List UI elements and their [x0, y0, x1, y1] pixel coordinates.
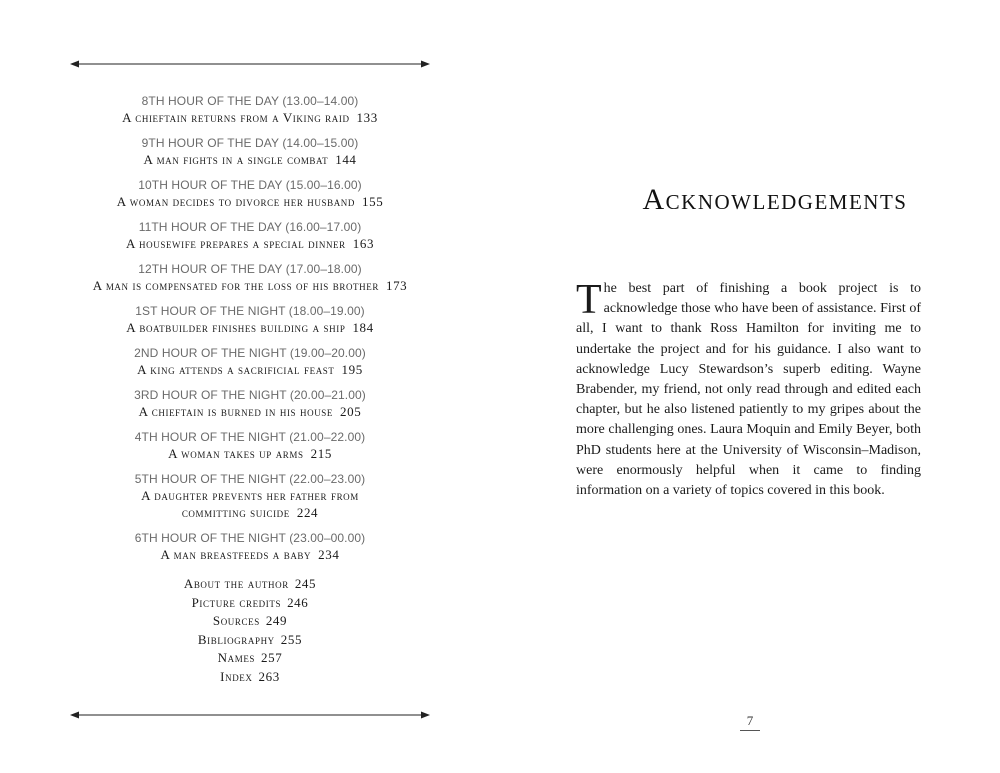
- toc-entry: [80, 472, 420, 521]
- toc-hour: 6TH HOUR OF THE NIGHT (23.00–00.00): [134, 531, 366, 545]
- toc-page-number: 257: [261, 650, 283, 666]
- toc-extra-title: Bibliography: [197, 631, 275, 647]
- toc-title: A man fights in a single combat: [143, 152, 329, 167]
- toc-title-line: [80, 546, 420, 563]
- toc-entry: [80, 531, 420, 563]
- toc-extra-title: Sources: [212, 613, 260, 629]
- toc-extra-item: [80, 612, 420, 631]
- toc-page-number: 205: [340, 404, 362, 419]
- toc-page-number: 184: [352, 320, 374, 335]
- page-title: Acknowledgements: [642, 183, 908, 216]
- toc-page-number: 246: [287, 594, 309, 610]
- acknowledgements-paragraph: [576, 279, 921, 501]
- toc-page-number: 144: [335, 152, 357, 167]
- toc-entry: [80, 262, 420, 294]
- top-arrow-rule: [70, 58, 430, 70]
- toc-title: A daughter prevents her father from: [141, 488, 359, 503]
- toc-title-line: [80, 361, 420, 378]
- toc-entry: [80, 388, 420, 420]
- toc-hour: 5TH HOUR OF THE NIGHT (22.00–23.00): [134, 472, 366, 486]
- toc-title: A woman decides to divorce her husband: [116, 194, 355, 209]
- toc-page-number: 234: [318, 547, 340, 562]
- toc-entry: [80, 178, 420, 210]
- toc-title-line: [80, 277, 420, 294]
- toc-extra-title: About the author: [183, 576, 289, 591]
- toc-hour: 12TH HOUR OF THE DAY (17.00–18.00): [138, 262, 362, 276]
- toc-entry: [80, 430, 420, 462]
- toc-extra-title: Index: [220, 668, 253, 684]
- toc-entry: [80, 94, 420, 126]
- toc-hour: 4TH HOUR OF THE NIGHT (21.00–22.00): [134, 430, 366, 444]
- toc-title: A chieftain returns from a Viking raid: [122, 110, 350, 125]
- toc-entry: [80, 220, 420, 252]
- toc-extra-item: [80, 649, 420, 668]
- toc-page-number: 133: [356, 110, 378, 125]
- toc-extra-title: Names: [217, 650, 256, 666]
- toc-hour: 2ND HOUR OF THE NIGHT (19.00–20.00): [134, 346, 366, 360]
- toc-title: A king attends a sacrificial feast: [137, 362, 335, 377]
- toc-entry: [80, 136, 420, 168]
- toc-title-line: [80, 151, 420, 168]
- toc-title-line: [80, 235, 420, 252]
- toc-extra-item: [80, 594, 420, 613]
- toc-title-line: [80, 487, 420, 504]
- toc-hour: 11TH HOUR OF THE DAY (16.00–17.00): [138, 220, 362, 234]
- toc-extra-title: Picture credits: [191, 594, 282, 610]
- toc-page-number: 263: [258, 668, 280, 684]
- toc-page-number: 255: [280, 631, 303, 647]
- toc-entry: [80, 346, 420, 378]
- toc-extra-item: [80, 631, 420, 650]
- toc-title-line: [80, 319, 420, 336]
- toc-hour: 1ST HOUR OF THE NIGHT (18.00–19.00): [135, 304, 365, 318]
- toc-title: A man is compensated for the loss of his brother: [92, 278, 379, 293]
- toc-title-line: [80, 445, 420, 462]
- toc-page-number: 173: [385, 278, 408, 293]
- right-page: [500, 0, 1000, 773]
- toc-page-number: 163: [352, 236, 375, 251]
- toc-title: A man breastfeeds a baby: [160, 547, 312, 562]
- bottom-arrow-rule: [70, 709, 430, 721]
- toc-hour: 9TH HOUR OF THE DAY (14.00–15.00): [141, 136, 359, 150]
- toc-page-number: 195: [341, 362, 363, 377]
- table-of-contents: [80, 94, 420, 687]
- toc-extra-item: [80, 575, 420, 594]
- toc-title: A boatbuilder finishes building a ship: [126, 320, 346, 335]
- toc-title: A woman takes up arms: [168, 446, 304, 461]
- toc-entry: [80, 304, 420, 336]
- toc-extra-item: [80, 668, 420, 687]
- page-number: 7: [740, 713, 760, 731]
- acknowledgements-body: he best part of finishing a book project is to acknowledge those who have been of assistance. First of all, I want to thank Ross Hamilton for inviting me to undertake the project and for his guidance. I also want to acknowledge Lucy Stewardson’s superb editing. Wayne Brabender, my friend, not only read through and edited each chapter, but he also listened patiently to my gripes about the more challenging ones. Laura Moquin and Emily Beyer, both PhD students here at the University of Wisconsin–Madison, were enormously helpful when it came to finding information on a variety of topics covered in this book.: [576, 281, 921, 499]
- toc-title-line: [80, 504, 420, 521]
- toc-title-line: [80, 193, 420, 210]
- toc-page-number: 224: [296, 505, 319, 520]
- toc-title: A chieftain is burned in his house: [138, 404, 334, 419]
- toc-hour: 10TH HOUR OF THE DAY (15.00–16.00): [138, 178, 362, 192]
- toc-title-line: [80, 109, 420, 126]
- toc-title-continuation: committing suicide: [181, 505, 290, 520]
- toc-extras: [80, 575, 420, 687]
- toc-page-number: 249: [265, 613, 288, 629]
- drop-cap: T: [576, 277, 602, 323]
- toc-hour: 3RD HOUR OF THE NIGHT (20.00–21.00): [134, 388, 366, 402]
- toc-title: A housewife prepares a special dinner: [125, 236, 346, 251]
- toc-page-number: 215: [310, 446, 332, 461]
- toc-page-number: 155: [362, 194, 384, 209]
- toc-hour: 8TH HOUR OF THE DAY (13.00–14.00): [141, 94, 359, 108]
- toc-title-line: [80, 403, 420, 420]
- toc-page-number: 245: [294, 576, 317, 591]
